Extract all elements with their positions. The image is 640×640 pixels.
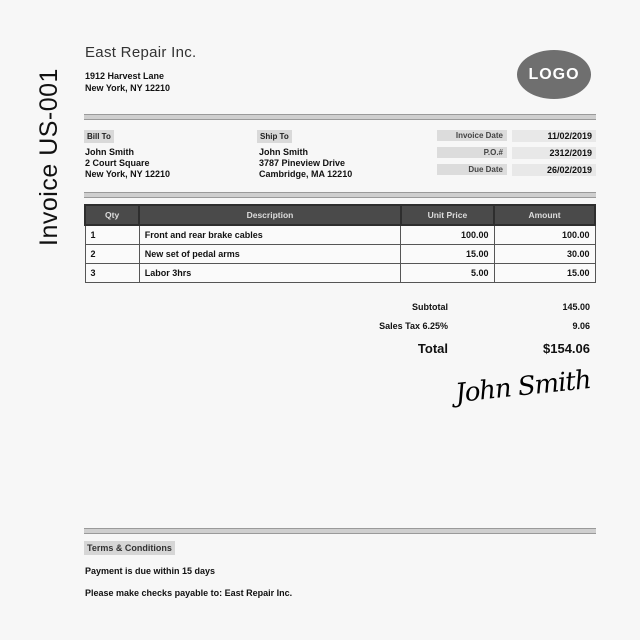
signature: John Smith (453, 364, 593, 410)
bill-to-address (85, 147, 170, 180)
terms-line-1: Payment is due within 15 days (85, 566, 216, 576)
table-row (85, 225, 595, 245)
subtotal-label: Subtotal (412, 302, 448, 312)
items-table-header (85, 205, 595, 225)
item-unit-price: 5.00 (401, 264, 494, 283)
items-table (84, 204, 596, 283)
invoice-date-value: 11/02/2019 (512, 130, 596, 142)
subtotal-value: 145.00 (562, 302, 590, 312)
ship-to-label: Ship To (257, 130, 292, 143)
item-qty: 2 (85, 245, 139, 264)
tax-label: Sales Tax 6.25% (379, 321, 448, 331)
ship-to-line2: Cambridge, MA 12210 (259, 169, 353, 179)
total-value: $154.06 (543, 341, 590, 356)
ship-to-address (259, 147, 352, 180)
company-header (85, 44, 197, 94)
item-unit-price: 100.00 (401, 225, 494, 245)
tax-value: 9.06 (572, 321, 590, 331)
bill-to-name: John Smith (85, 147, 134, 157)
terms-heading: Terms & Conditions (84, 541, 175, 555)
item-description: New set of pedal arms (139, 245, 401, 264)
po-value: 2312/2019 (512, 147, 596, 159)
company-logo: LOGO (517, 50, 591, 99)
ship-to-name: John Smith (259, 147, 308, 157)
invoice-date-label: Invoice Date (437, 130, 507, 141)
item-description: Front and rear brake cables (139, 225, 401, 245)
item-qty: 1 (85, 225, 139, 245)
table-row (85, 245, 595, 264)
table-row (85, 264, 595, 283)
due-date-value: 26/02/2019 (512, 164, 596, 176)
item-amount: 30.00 (494, 245, 595, 264)
company-address-line2: New York, NY 12210 (85, 83, 171, 93)
due-date-label: Due Date (437, 164, 507, 175)
col-description: Description (139, 205, 401, 225)
po-label: P.O.# (437, 147, 507, 158)
bill-to-line2: New York, NY 12210 (85, 169, 171, 179)
col-qty: Qty (85, 205, 139, 225)
item-amount: 15.00 (494, 264, 595, 283)
item-description: Labor 3hrs (139, 264, 401, 283)
company-name: East Repair Inc. (85, 44, 197, 61)
terms-line-2: Please make checks payable to: East Repair Inc. (85, 588, 293, 598)
item-qty: 3 (85, 264, 139, 283)
divider-top (84, 114, 596, 120)
divider-middle (84, 192, 596, 198)
company-address-line1: 1912 Harvest Lane (85, 71, 165, 81)
bill-to-label: Bill To (84, 130, 114, 143)
invoice-title: Invoice US-001 (35, 68, 63, 246)
total-label: Total (417, 341, 448, 356)
col-unit-price: Unit Price (401, 205, 494, 225)
item-amount: 100.00 (494, 225, 595, 245)
col-amount: Amount (494, 205, 595, 225)
item-unit-price: 15.00 (401, 245, 494, 264)
divider-bottom (84, 528, 596, 534)
ship-to-line1: 3787 Pineview Drive (259, 158, 346, 168)
company-address (85, 70, 197, 94)
bill-to-line1: 2 Court Square (85, 158, 150, 168)
